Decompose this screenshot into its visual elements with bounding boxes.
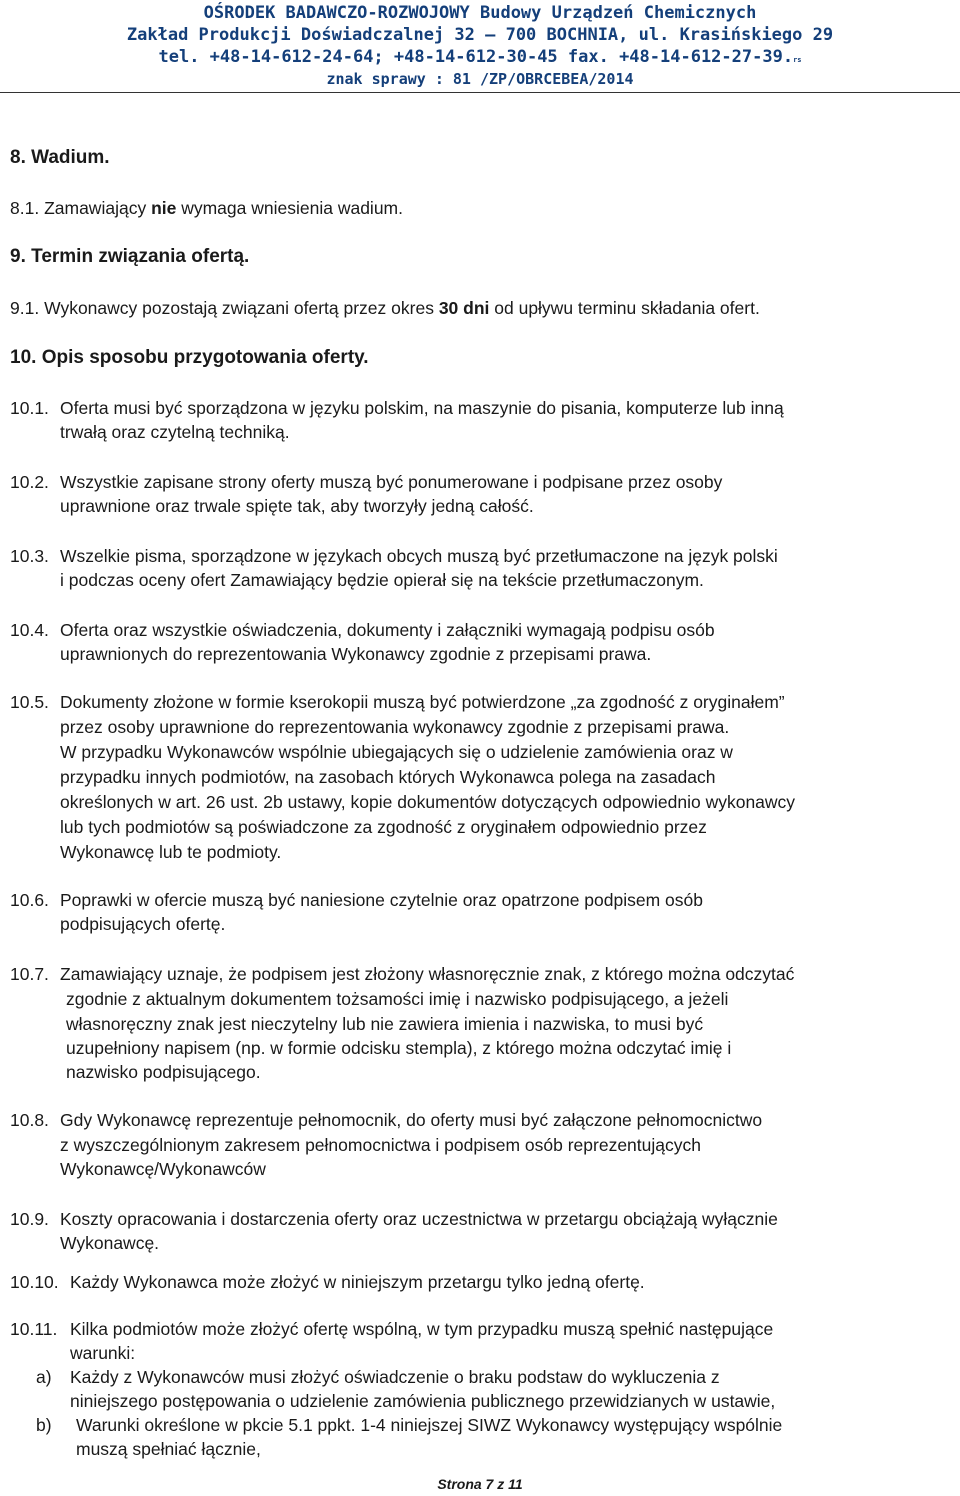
para-line: Wykonawcę. [60,1233,160,1253]
letterhead [0,0,960,92]
para-line: W przypadku Wykonawców wspólnie ubiegających się o udzielenie zamówienia oraz w [60,742,733,762]
letterhead-address: Zakład Produkcji Doświadczalnej 32 – 700 BOCHNIA, ul. Krasińskiego 29 [126,25,834,45]
page-number: Strona 7 z 11 [437,1476,523,1492]
section-9-heading: 9. Termin związania ofertą. [10,246,250,267]
para-line: warunki: [70,1343,136,1363]
para-line: Każdy Wykonawca może złożyć w niniejszym przetargu tylko jedną ofertę. [70,1272,645,1292]
para-line: Dokumenty złożone w formie kserokopii muszą być potwierdzone „za zgodność z oryginałem” [60,692,785,712]
para-line: Oferta oraz wszystkie oświadczenia, dokumenty i załączniki wymagają podpisu osób [60,620,715,640]
letterhead-case-number: znak sprawy : 81 /ZP/OBRCEBEA/2014 [326,70,634,88]
letterhead-org-name: OŚRODEK BADAWCZO-ROZWOJOWY Budowy Urządzeń Chemicznych [203,3,757,23]
para-line: uzupełniony napisem (np. w formie odcisku stempla), z którego można odczytać imię i [66,1038,732,1058]
para-line: Koszty opracowania i dostarczenia oferty oraz uczestnictwa w przetargu obciążają wyłącznie [60,1209,778,1229]
para-number: 10.9. [10,1209,49,1229]
list-item-line: Każdy z Wykonawców musi złożyć oświadczenie o braku podstaw do wykluczenia z [70,1367,720,1387]
para-line: uprawnionych do reprezentowania Wykonawcy zgodnie z przepisami prawa. [60,644,652,664]
para-9-1: 9.1. Wykonawcy pozostają związani ofertą przez okres 30 dni od upływu terminu składania ofert. [10,298,760,318]
letterhead-mark: rs [793,56,802,64]
para-line: trwałą oraz czytelną techniką. [60,422,290,442]
para-line: Wszystkie zapisane strony oferty muszą być ponumerowane i podpisane przez osoby [60,472,723,492]
para-line: zgodnie z aktualnym dokumentem tożsamości imię i nazwisko podpisującego, a jeżeli [66,989,729,1009]
para-number: 10.8. [10,1110,49,1130]
para-line: nazwisko podpisującego. [66,1062,261,1082]
para-line: własnoręczny znak jest nieczytelny lub nie zawiera imienia i nazwiska, to musi być [66,1014,704,1034]
para-line: uprawnione oraz trwale spięte tak, aby tworzyły jedną całość. [60,496,534,516]
para-number: 10.1. [10,398,49,418]
para-line: przypadku innych podmiotów, na zasobach których Wykonawca polega na zasadach [60,767,716,787]
para-line: Wykonawcę/Wykonawców [60,1159,266,1179]
list-item-line: Warunki określone w pkcie 5.1 ppkt. 1-4 niniejszej SIWZ Wykonawcy występujący wspólnie [76,1415,783,1435]
para-number: 10.11. [10,1319,58,1339]
list-marker: a) [36,1367,52,1387]
para-line: określonych w art. 26 ust. 2b ustawy, kopie dokumentów dotyczących odpowiednio wykonawcy [60,792,796,812]
letterhead-phone-fax: tel. +48-14-612-24-64; +48-14-612-30-45 fax. +48-14-612-27-39.rs [158,47,802,67]
list-marker: b) [36,1415,52,1435]
para-line: Gdy Wykonawcę reprezentuje pełnomocnik, do oferty musi być załączone pełnomocnictwo [60,1110,763,1130]
para-line: i podczas oceny ofert Zamawiający będzie opierał się na tekście przetłumaczonym. [60,570,704,590]
para-line: Kilka podmiotów może złożyć ofertę wspólną, w tym przypadku muszą spełnić następujące [70,1319,774,1339]
para-number: 10.4. [10,620,49,640]
header-divider [0,92,960,93]
para-line: Wykonawcę lub te podmioty. [60,842,282,862]
para-number: 10.7. [10,964,49,984]
para-line: podpisujących ofertę. [60,914,226,934]
section-8-heading: 8. Wadium. [10,147,110,168]
para-line: Oferta musi być sporządzona w języku polskim, na maszynie do pisania, komputerze lub inną [60,398,784,418]
para-line: Wszelkie pisma, sporządzone w językach obcych muszą być przetłumaczone na język polski [60,546,778,566]
para-number: 10.10. [10,1272,59,1292]
para-number: 10.3. [10,546,49,566]
list-item-line: niniejszego postępowania o udzielenie zamówienia publicznego przewidzianych w ustawie, [70,1391,776,1411]
para-line: Zamawiający uznaje, że podpisem jest złożony własnoręcznie znak, z którego można odczytać [60,964,795,984]
para-8-1: 8.1. Zamawiający nie wymaga wniesienia wadium. [10,198,403,218]
para-number: 10.5. [10,692,49,712]
list-item-line: muszą spełniać łącznie, [76,1439,261,1459]
section-10-heading: 10. Opis sposobu przygotowania oferty. [10,347,369,368]
para-line: Poprawki w ofercie muszą być naniesione czytelnie oraz opatrzone podpisem osób [60,890,703,910]
para-number: 10.6. [10,890,49,910]
para-number: 10.2. [10,472,49,492]
para-line: lub tych podmiotów są poświadczone za zgodność z oryginałem odpowiednio przez [60,817,707,837]
para-line: z wyszczególnionym zakresem pełnomocnictwa i podpisem osób reprezentujących [60,1135,701,1155]
para-line: przez osoby uprawnione do reprezentowania wykonawcy zgodnie z przepisami prawa. [60,717,730,737]
